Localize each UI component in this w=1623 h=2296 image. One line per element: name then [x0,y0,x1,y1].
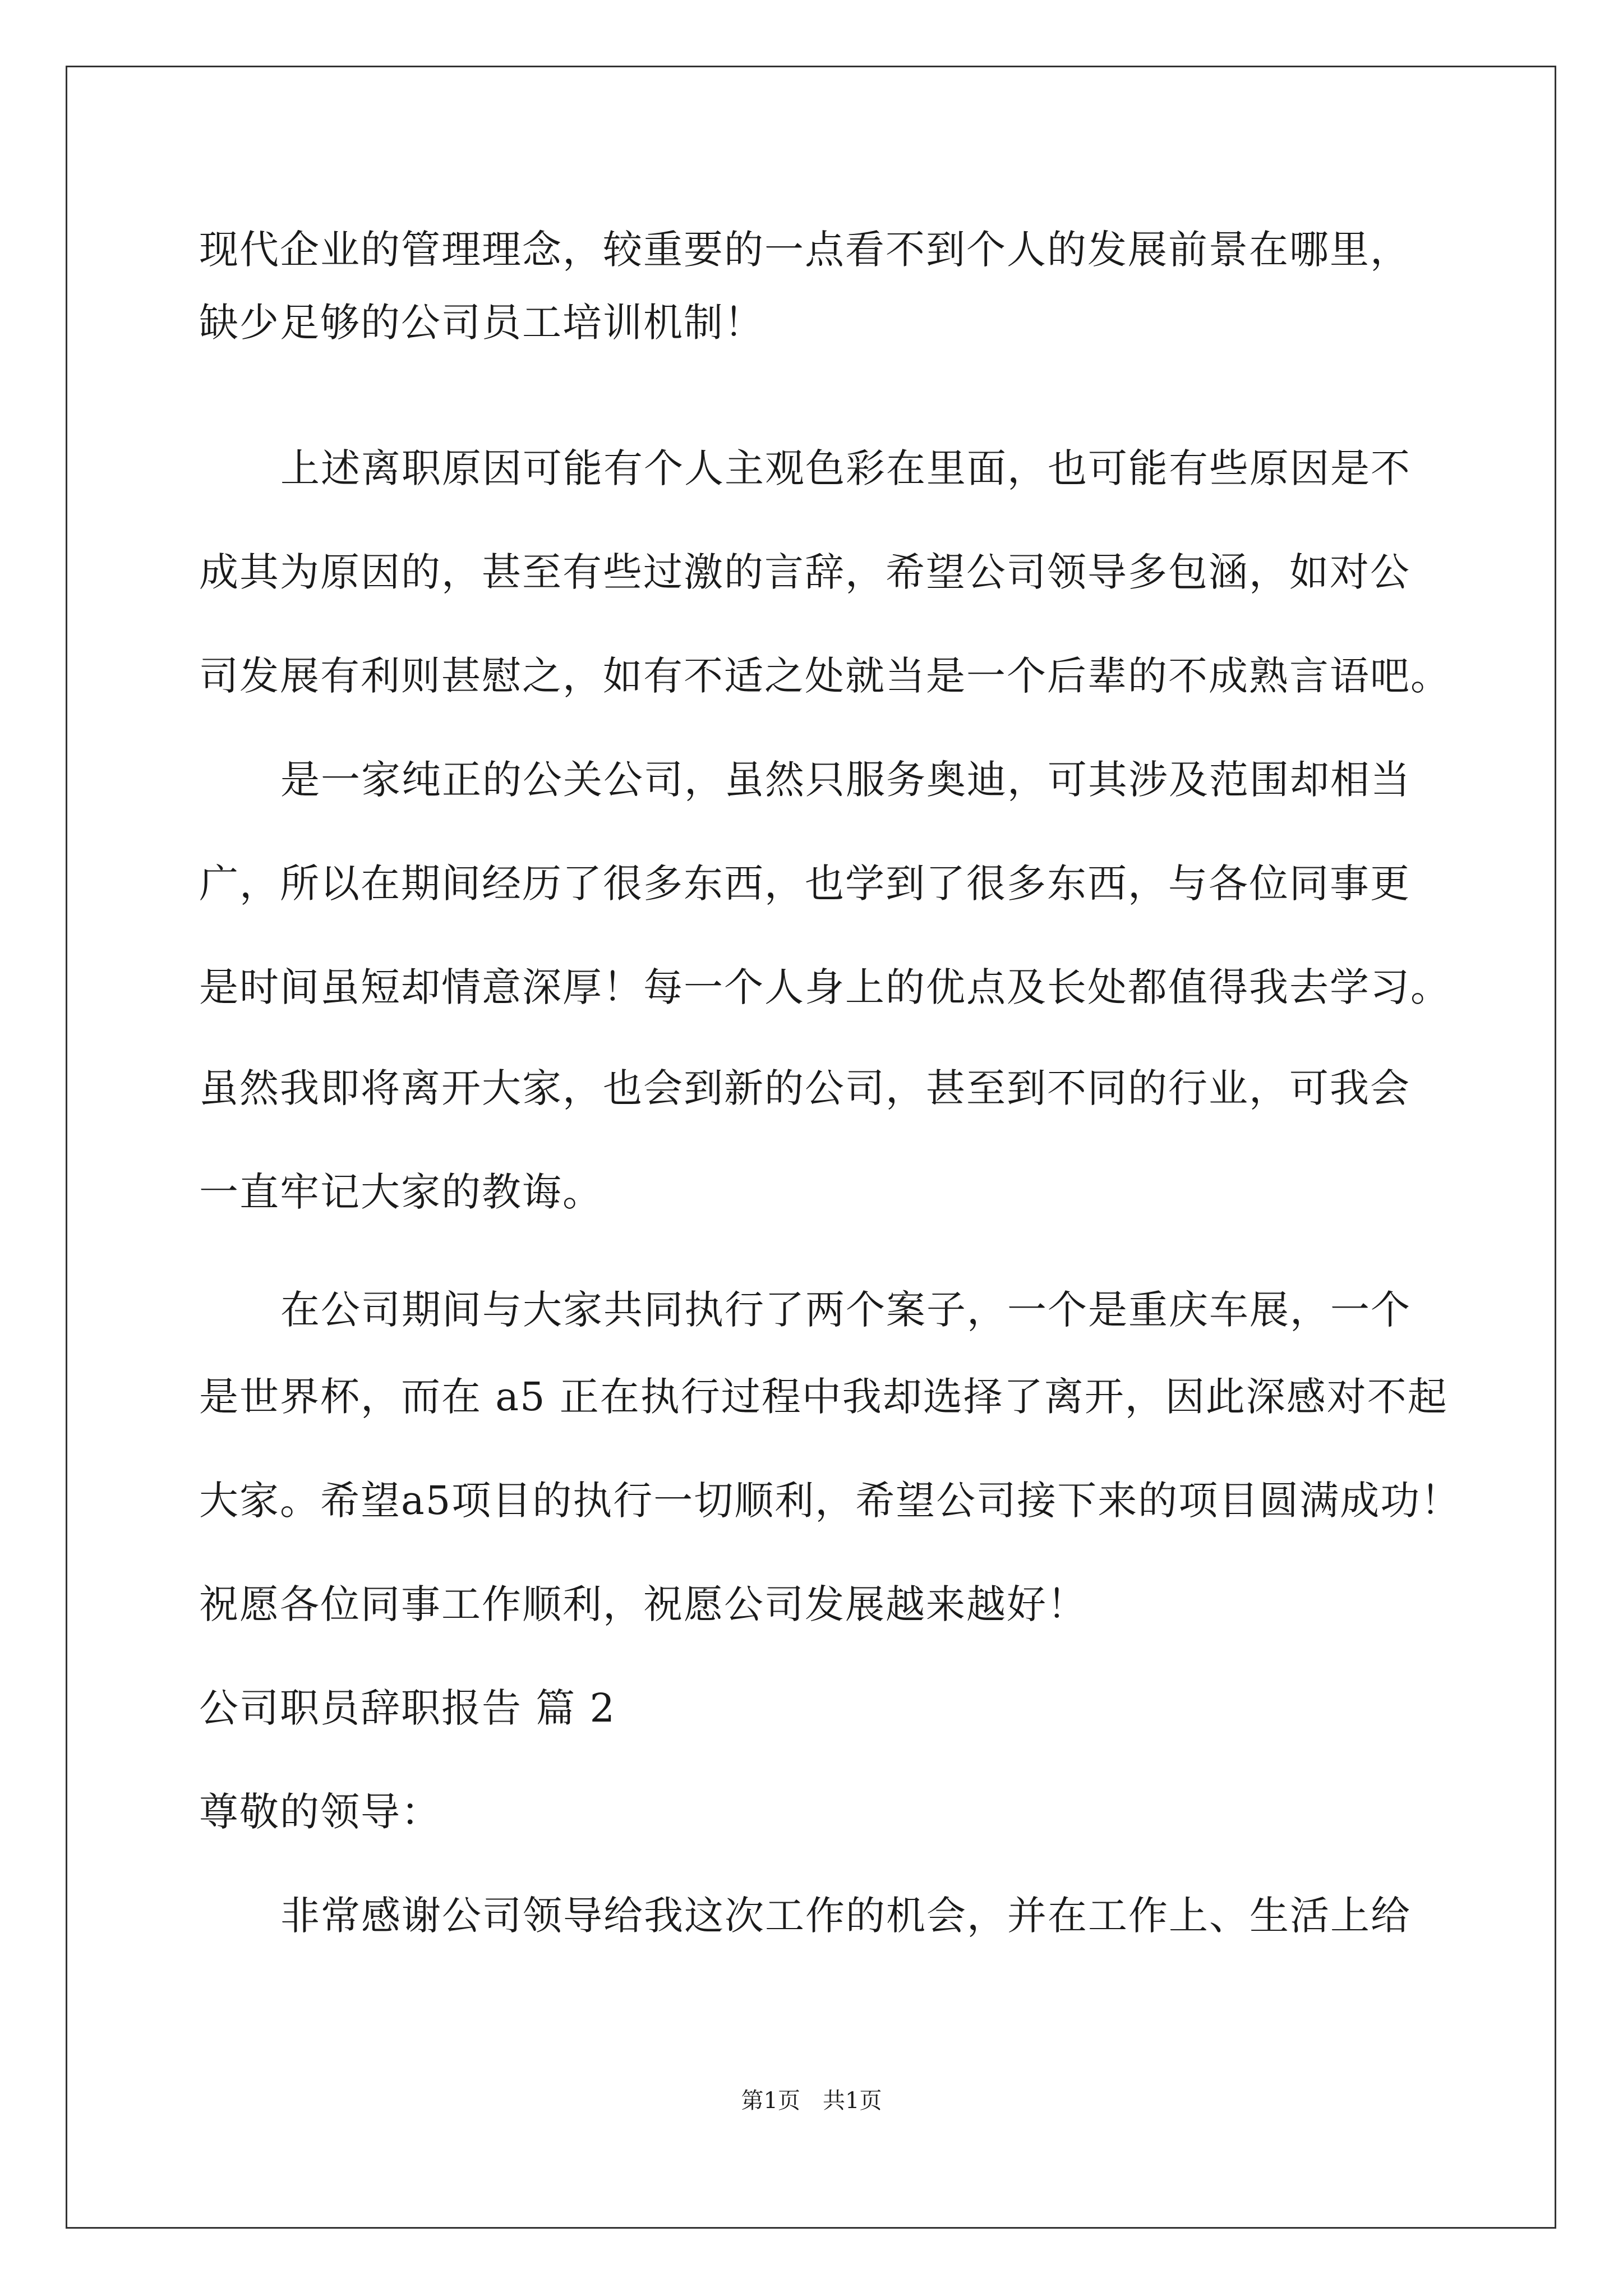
text-line: 祝愿各位同事工作顺利，祝愿公司发展越来越好！ [199,1581,1087,1627]
text-line: 在公司期间与大家共同执行了两个案子，一个是重庆车展，一个 [280,1287,1411,1333]
text-line: 司发展有利则甚慰之，如有不适之处就当是一个后辈的不成熟言语吧。 [199,653,1451,699]
text-line: 现代企业的管理理念，较重要的一点看不到个人的发展前景在哪里， [199,227,1410,273]
text-line: 一直牢记大家的教诲。 [199,1169,603,1215]
text-line: 是一家纯正的公关公司，虽然只服务奥迪，可其涉及范围却相当 [280,757,1411,803]
text-line: 虽然我即将离开大家，也会到新的公司，甚至到不同的行业，可我会 [199,1065,1410,1111]
text-line: 是世界杯，而在 a5 正在执行过程中我却选择了离开，因此深感对不起 [199,1374,1448,1420]
text-line: 上述离职原因可能有个人主观色彩在里面，也可能有些原因是不 [280,445,1411,491]
text-line: 成其为原因的，甚至有些过激的言辞，希望公司领导多包涵，如对公 [199,549,1410,595]
text-line: 是时间虽短却情意深厚！每一个人身上的优点及长处都值得我去学习。 [199,964,1451,1010]
text-line: 大家。希望a5项目的执行一切顺利，希望公司接下来的项目圆满成功！ [199,1478,1461,1524]
text-line: 缺少足够的公司员工培训机制！ [199,300,764,346]
text-line: 非常感谢公司领导给我这次工作的机会，并在工作上、生活上给 [280,1893,1411,1939]
text-line: 广，所以在期间经历了很多东西，也学到了很多东西，与各位同事更 [199,861,1410,907]
page-number: 第1页 共1页 [741,2088,882,2114]
section-heading: 公司职员辞职报告 篇 2 [199,1685,616,1731]
salutation: 尊敬的领导： [199,1789,441,1835]
